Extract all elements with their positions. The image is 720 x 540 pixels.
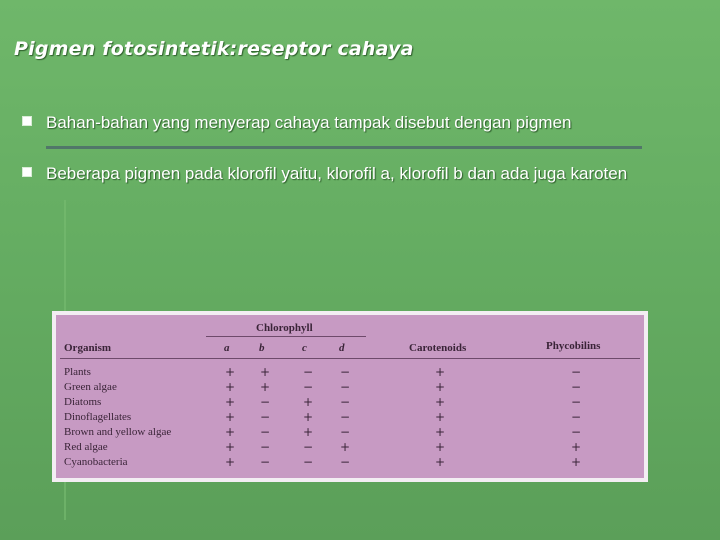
chlorophyll-b-cell: + <box>259 365 271 379</box>
bullet-list <box>22 112 662 214</box>
bullet-item <box>22 112 662 133</box>
header-carotenoids: Carotenoids <box>409 342 467 354</box>
pigment-table-image <box>52 311 648 482</box>
organism-cell: Green algae <box>64 381 117 393</box>
chlorophyll-b-cell: + <box>259 380 271 394</box>
carotenoids-cell: + <box>434 455 446 469</box>
chlorophyll-c-cell: + <box>302 410 314 424</box>
underline-rule <box>46 146 642 149</box>
chlorophyll-d-cell: − <box>339 410 351 424</box>
header-organism: Organism <box>64 342 112 354</box>
chlorophyll-c-cell: − <box>302 365 314 379</box>
header-phycobilins: Phycobilins <box>546 340 601 352</box>
carotenoids-cell: + <box>434 380 446 394</box>
chlorophyll-a-cell: + <box>224 455 236 469</box>
chlorophyll-d-cell: − <box>339 395 351 409</box>
organism-cell: Cyanobacteria <box>64 456 128 468</box>
chlorophyll-c-cell: − <box>302 380 314 394</box>
chlorophyll-b-cell: − <box>259 425 271 439</box>
chlorophyll-a-cell: + <box>224 395 236 409</box>
organism-cell: Diatoms <box>64 396 102 408</box>
bullet-text: Beberapa pigmen pada klorofil yaitu, klorofil a, klorofil b dan ada juga karoten <box>46 164 628 183</box>
chlorophyll-b-cell: − <box>259 455 271 469</box>
chlorophyll-d-cell: − <box>339 380 351 394</box>
organism-cell: Plants <box>64 366 91 378</box>
chlorophyll-a-cell: + <box>224 410 236 424</box>
header-divider <box>60 358 640 359</box>
bullet-item <box>22 163 662 184</box>
carotenoids-cell: + <box>434 425 446 439</box>
organism-cell: Brown and yellow algae <box>64 426 172 438</box>
pigment-table <box>56 315 644 478</box>
chlorophyll-a-cell: + <box>224 440 236 454</box>
bullet-square-icon <box>22 116 32 126</box>
chlorophyll-c-cell: − <box>302 455 314 469</box>
phycobilins-cell: + <box>570 455 582 469</box>
chlorophyll-b-cell: − <box>259 410 271 424</box>
phycobilins-cell: − <box>570 380 582 394</box>
phycobilins-cell: − <box>570 365 582 379</box>
carotenoids-cell: + <box>434 395 446 409</box>
chlorophyll-a-cell: + <box>224 425 236 439</box>
chlorophyll-a-cell: + <box>224 380 236 394</box>
carotenoids-cell: + <box>434 410 446 424</box>
carotenoids-cell: + <box>434 365 446 379</box>
chlorophyll-c-cell: + <box>302 395 314 409</box>
chlorophyll-b-cell: − <box>259 395 271 409</box>
header-c: c <box>302 342 307 354</box>
chlorophyll-d-cell: − <box>339 425 351 439</box>
chlorophyll-c-cell: + <box>302 425 314 439</box>
slide-title: Pigmen fotosintetik:reseptor cahaya <box>14 38 414 60</box>
organism-cell: Red algae <box>64 441 108 453</box>
bullet-text: Bahan-bahan yang menyerap cahaya tampak disebut dengan pigmen <box>46 113 572 132</box>
phycobilins-cell: + <box>570 440 582 454</box>
group-underline <box>206 336 366 337</box>
chlorophyll-a-cell: + <box>224 365 236 379</box>
chlorophyll-c-cell: − <box>302 440 314 454</box>
chlorophyll-d-cell: − <box>339 455 351 469</box>
header-b: b <box>259 342 265 354</box>
chlorophyll-group-header: Chlorophyll <box>256 322 313 334</box>
carotenoids-cell: + <box>434 440 446 454</box>
chlorophyll-b-cell: − <box>259 440 271 454</box>
phycobilins-cell: − <box>570 410 582 424</box>
chlorophyll-d-cell: − <box>339 365 351 379</box>
header-d: d <box>339 342 345 354</box>
chlorophyll-d-cell: + <box>339 440 351 454</box>
bullet-square-icon <box>22 167 32 177</box>
header-a: a <box>224 342 230 354</box>
phycobilins-cell: − <box>570 425 582 439</box>
organism-cell: Dinoflagellates <box>64 411 132 423</box>
phycobilins-cell: − <box>570 395 582 409</box>
